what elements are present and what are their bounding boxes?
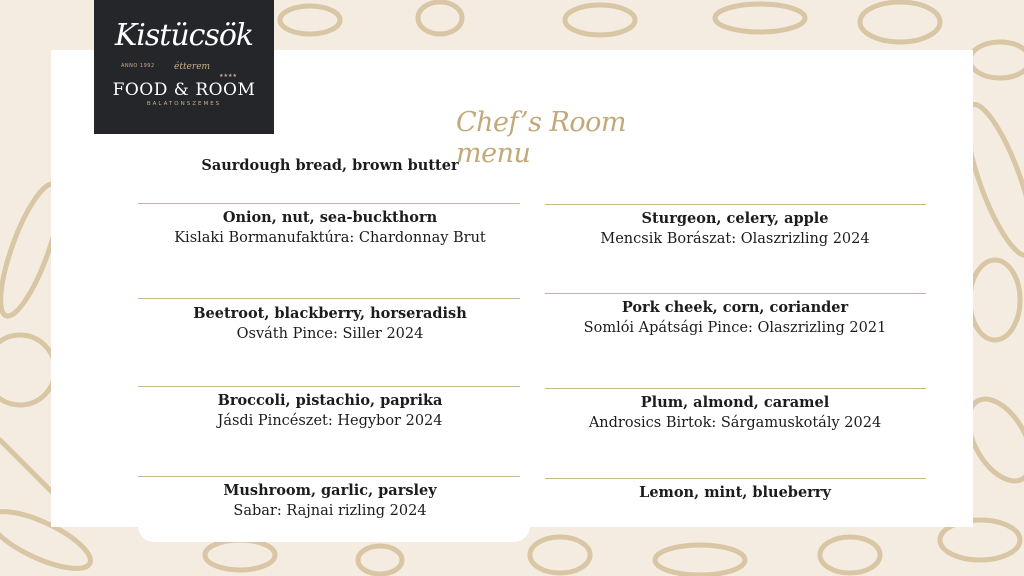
wine-pairing: Somlói Apátsági Pince: Olaszrizling 2021	[583, 320, 887, 336]
divider	[138, 203, 520, 204]
divider	[138, 298, 520, 299]
wine-pairing: Mencsik Borászat: Olaszrizling 2024	[600, 231, 870, 247]
divider	[545, 204, 926, 205]
dish-name: Lemon, mint, blueberry	[639, 484, 831, 501]
divider	[138, 386, 520, 387]
dish-name: Onion, nut, sea-buckthorn	[222, 209, 438, 226]
menu-course	[535, 483, 935, 503]
wine-pairing: Androsics Birtok: Sárgamuskotály 2024	[588, 415, 882, 431]
wine-pairing: Jásdi Pincészet: Hegybor 2024	[217, 413, 443, 429]
dish-name: Plum, almond, caramel	[640, 394, 830, 411]
logo-subtitle: étterem	[174, 62, 211, 72]
menu-course	[535, 209, 935, 249]
restaurant-logo	[94, 0, 274, 134]
divider	[138, 476, 520, 477]
logo-stars: ★★★★	[219, 73, 237, 79]
logo-food-room: FOOD & ROOM	[112, 80, 256, 100]
dish-name: Saurdough bread, brown butter	[201, 157, 459, 174]
dish-name: Pork cheek, corn, coriander	[621, 299, 849, 316]
menu-course	[130, 208, 530, 248]
dish-name: Broccoli, pistachio, paprika	[217, 392, 443, 409]
wine-pairing: Osváth Pince: Siller 2024	[236, 326, 424, 342]
divider	[545, 388, 926, 389]
menu-course	[130, 481, 530, 521]
menu-course	[535, 298, 935, 338]
menu-course	[535, 393, 935, 433]
wine-pairing: Sabar: Rajnai rizling 2024	[233, 503, 427, 519]
bread-course	[140, 156, 520, 176]
divider	[545, 293, 926, 294]
dish-name: Mushroom, garlic, parsley	[223, 482, 437, 499]
logo-anno: ANNO 1992	[121, 63, 155, 69]
menu-course	[130, 391, 530, 431]
wine-pairing: Kislaki Bormanufaktúra: Chardonnay Brut	[174, 230, 486, 246]
divider	[545, 478, 926, 479]
logo-script-name: Kistücsök	[114, 18, 254, 53]
dish-name: Sturgeon, celery, apple	[641, 210, 829, 227]
logo-place: BALATONSZEMES	[146, 101, 222, 107]
dish-name: Beetroot, blackberry, horseradish	[193, 305, 467, 322]
menu-course	[130, 304, 530, 344]
menu-title: Chef’s Room menu	[456, 107, 626, 169]
